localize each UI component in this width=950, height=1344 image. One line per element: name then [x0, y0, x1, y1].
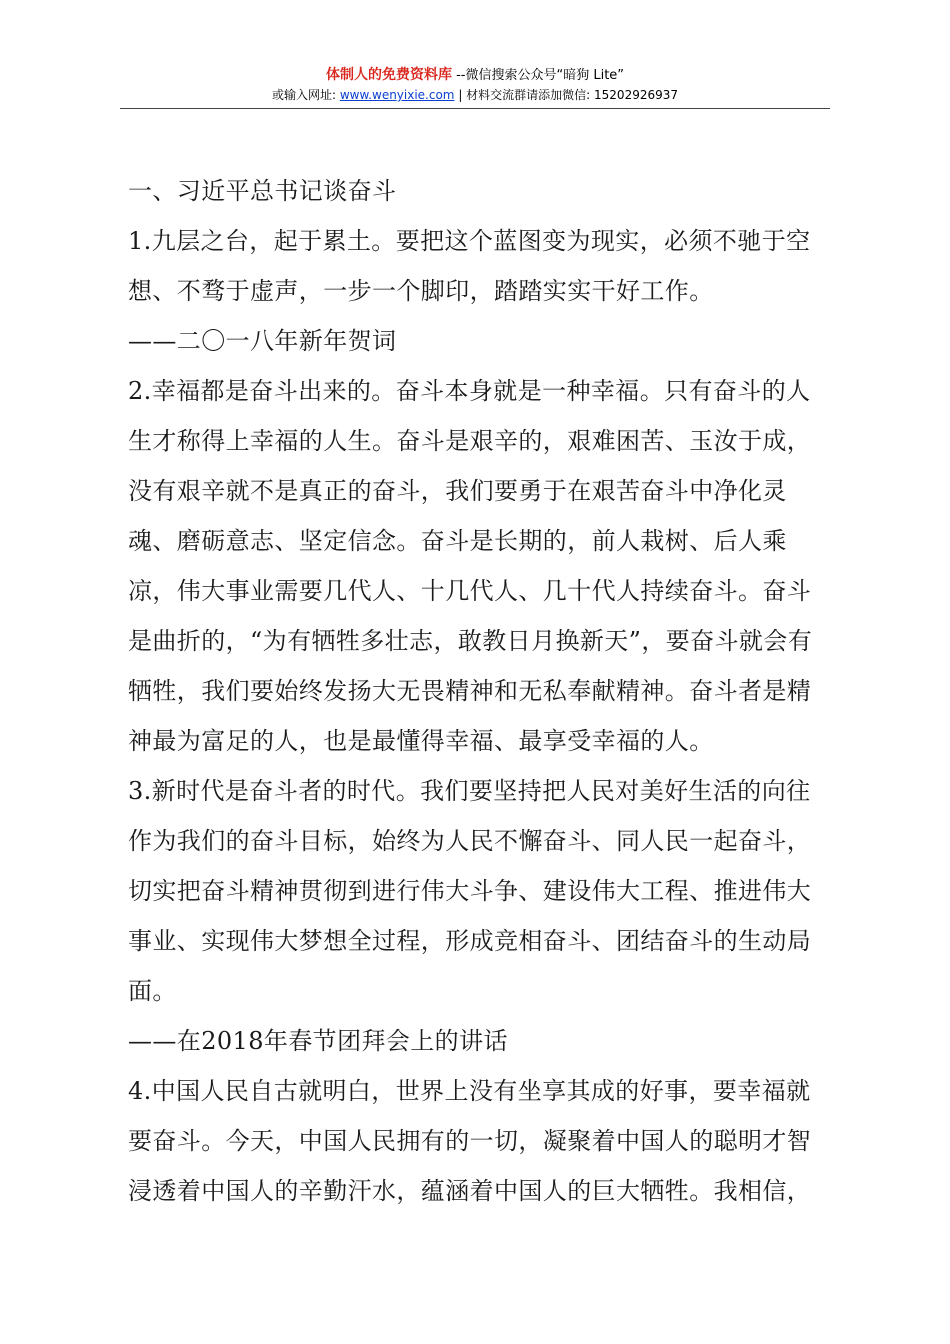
paragraph-3: 3.新时代是奋斗者的时代。我们要坚持把人民对美好生活的向往作为我们的奋斗目标，始终为人民不懈奋斗、同人民一起奋斗，切实把奋斗精神贯彻到进行伟大斗争、建设伟大工程、推进伟大事业、实现伟大梦想全过程，形成竞相奋斗、团结奋斗的生动局面。 [128, 777, 812, 1005]
document-body [128, 166, 830, 1216]
section-heading: 一、习近平总书记谈奋斗 [128, 177, 397, 205]
paragraph-1: 1.九层之台，起于累土。要把这个蓝图变为现实，必须不驰于空想、不骛于虚声，一步一个脚印，踏踏实实干好工作。 [128, 227, 811, 305]
brand-title: 体制人的免费资料库 [325, 67, 452, 83]
header-tagline: --微信搜索公众号“暗狗 Lite” [451, 68, 625, 83]
paragraph-2: 2.幸福都是奋斗出来的。奋斗本身就是一种幸福。只有奋斗的人生才称得上幸福的人生。奋斗是艰辛的，艰难困苦、玉汝于成，没有艰辛就不是真正的奋斗，我们要勇于在艰苦奋斗中净化灵魂、磨砺意志、坚定信念。奋斗是长期的，前人栽树、后人乘凉，伟大事业需要几代人、十几代人、几十代人持续奋斗。奋斗是曲折的，“为有牺牲多壮志，敢教日月换新天”，要奋斗就会有牺牲，我们要始终发扬大无畏精神和无私奉献精神。奋斗者是精神最为富足的人，也是最懂得幸福、最享受幸福的人。 [128, 377, 813, 755]
header-divider [120, 108, 830, 109]
header-line-1 [0, 66, 950, 85]
website-link[interactable]: www.wenyixie.com [339, 88, 455, 102]
wechat-contact: | 材料交流群请添加微信: 15202926937 [454, 88, 679, 102]
url-prefix: 或输入网址: [271, 88, 340, 102]
header-line-2 [0, 87, 950, 104]
source-2: ——在2018年春节团拜会上的讲话 [128, 1027, 508, 1055]
page-header [0, 66, 950, 104]
source-1: ——二〇一八年新年贺词 [128, 327, 397, 355]
paragraph-4: 4.中国人民自古就明白，世界上没有坐享其成的好事，要幸福就要奋斗。今天，中国人民拥有的一切，凝聚着中国人的聪明才智浸透着中国人的辛勤汗水，蕴涵着中国人的巨大牺牲。我相信， [128, 1077, 812, 1205]
